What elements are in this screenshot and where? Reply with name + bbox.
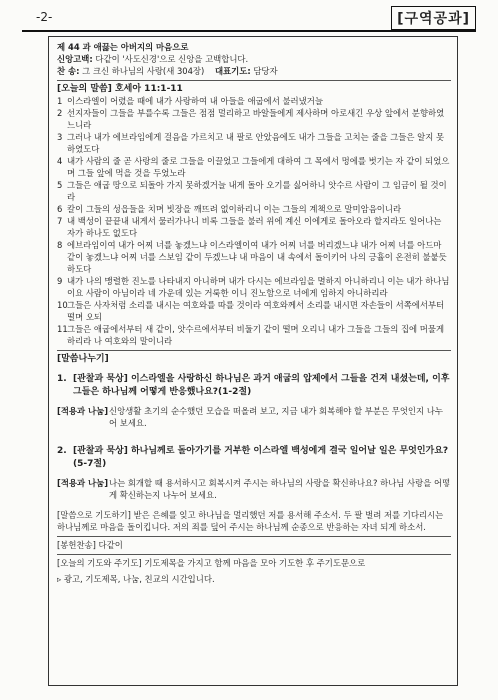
- verse-item: [57, 203, 451, 215]
- verse-number: 5: [57, 180, 63, 190]
- verse-item: [57, 323, 451, 347]
- question-2: [57, 445, 451, 471]
- prayer-label: 대표기도:: [214, 66, 251, 76]
- lesson-frame: [48, 36, 458, 686]
- verse-text: 그들은 애굽 땅으로 되돌아 가지 못하겠거늘 내게 돌아 오기를 싫어하니 앗수르 사람이 그 임금이 될 것이라: [67, 180, 447, 202]
- verse-number: 4: [57, 156, 63, 166]
- application-text: 나는 회개할 때 용서하시고 회복시켜 주시는 하나님의 사랑을 확신하나요? 하나님 사랑을 어떻게 확신하는지 나누어 보세요.: [109, 478, 451, 500]
- offering-hymn: [봉헌찬송] 다같이: [57, 540, 123, 550]
- prayer-text: 담당자: [253, 66, 278, 76]
- application-1: [57, 405, 451, 429]
- application-2: [57, 477, 451, 501]
- divider: [57, 554, 451, 555]
- verse-text: 내가 사람의 줄 곧 사랑의 줄로 그들을 이끌었고 그들에게 대하여 그 목에서 멍에를 벗기는 자 같이 되었으며 그들 앞에 먹을 것을 두었노라: [67, 156, 450, 178]
- verse-number: 8: [57, 240, 63, 250]
- page-number: -2-: [36, 10, 53, 24]
- creed-text: 다같이 '사도신경'으로 신앙을 고백합니다.: [95, 54, 249, 64]
- verse-number: 7: [57, 216, 63, 226]
- verse-text: 칼이 그들의 성읍들을 치며 빗장을 깨뜨려 없이하리니 이는 그들의 계책으로 말미암음이니라: [67, 204, 402, 214]
- verse-item: [57, 239, 451, 275]
- verse-text: 그들은 애굽에서부터 새 같이, 앗수르에서부터 비둘기 같이 떨며 오리니 내가 그들을 그들의 집에 머물게 하리라 나 여호와의 말이니라: [67, 324, 445, 346]
- announcement: ▹ 광고, 기도제목, 나눔, 친교의 시간입니다.: [57, 574, 215, 584]
- creed-label: 신앙고백:: [57, 54, 93, 64]
- hymn-text: 그 크신 하나님의 사랑(새 304장): [82, 66, 205, 76]
- verse-text: 에브라임이여 내가 어찌 너를 놓겠느냐 이스라엘이여 내가 어찌 너를 버리겠느냐 내가 어찌 너를 아드마 같이 놓겠느냐 어찌 너를 스보임 같이 두겠느냐 내 마음이 내 속에서 돌이키어 나의 긍휼이 온전히 불붙듯 하도다: [67, 240, 447, 274]
- verse-text: 내가 나의 맹렬한 진노를 나타내지 아니하며 내가 다시는 에브라임을 멸하지 아니하리니 이는 내가 하나님이요 사람이 아님이라 네 가운데 있는 거룩한 이니 진노함으로 너에게 임하지 아니하리라: [67, 276, 450, 298]
- verse-number: 11: [57, 324, 68, 334]
- closing-prayer: [말씀으로 기도하기] 받은 은혜를 잊고 하나님을 멀리했던 저를 용서해 주소서. 두 팔 벌려 저를 기다리시는 하나님께로 마음을 돌이킵니다. 저의 죄를 덮어 주시는 하나님께 순종으로 반응하는 자녀 되게 하소서.: [57, 510, 444, 532]
- verse-item: [57, 155, 451, 179]
- word-title: [오늘의 말씀] 호세아 11:1-11: [57, 84, 183, 94]
- verse-number: 2: [57, 108, 63, 118]
- verse-text: 선지자들이 그들을 부를수록 그들은 점점 멀리하고 바알들에게 제사하며 아로새긴 우상 앞에서 분향하였느니라: [67, 108, 445, 130]
- verse-number: 1: [57, 96, 63, 106]
- verse-item: [57, 275, 451, 299]
- verse-item: [57, 95, 451, 107]
- section-header-label: [구역공과]: [391, 6, 476, 30]
- verse-text: 그러나 내가 에브라임에게 걸음을 가르치고 내 팔로 안았음에도 내가 그들을 고치는 줄을 그들은 알지 못하였도다: [67, 132, 445, 154]
- verse-item: [57, 299, 451, 323]
- divider: [57, 536, 451, 537]
- verse-text: 이스라엘이 어렸을 때에 내가 사랑하여 내 아들을 애굽에서 불러냈거늘: [67, 96, 323, 106]
- application-label: [적용과 나눔]: [57, 406, 109, 416]
- verse-item: [57, 179, 451, 203]
- question-1: [57, 373, 451, 399]
- lords-prayer: [오늘의 기도와 주기도] 기도제목을 가지고 함께 마음을 모아 기도한 후 주기도문으로: [57, 558, 366, 568]
- verse-item: [57, 131, 451, 155]
- divider: [57, 350, 451, 351]
- application-label: [적용과 나눔]: [57, 478, 109, 488]
- verse-number: 10: [57, 300, 68, 310]
- verse-number: 3: [57, 132, 63, 142]
- question-text: [관찰과 묵상] 하나님께로 돌아가기를 거부한 이스라엘 백성에게 결국 일어날 일은 무엇인가요?(5-7절): [73, 446, 449, 469]
- lesson-title: 제 44 과 애끓는 아버지의 마음으로: [57, 42, 189, 52]
- header-rule: [22, 30, 476, 32]
- verse-item: [57, 215, 451, 239]
- application-text: 신앙생활 초기의 순수했던 모습을 떠올려 보고, 지금 내가 회복해야 할 부분은 무엇인지 나누어 보세요.: [109, 406, 443, 428]
- creed-line: [57, 53, 451, 65]
- verse-item: [57, 107, 451, 131]
- verse-number: 6: [57, 204, 63, 214]
- hymn-line: [57, 65, 451, 77]
- verse-number: 9: [57, 276, 63, 286]
- hymn-label: 찬 송:: [57, 66, 80, 76]
- verse-text: 그들은 사자처럼 소리를 내시는 여호와를 따를 것이라 여호와께서 소리를 내시면 자손들이 서쪽에서부터 떨며 오되: [67, 300, 445, 322]
- question-number: 1.: [57, 374, 67, 384]
- sharing-title: [말씀나누기]: [57, 354, 109, 364]
- verse-list: [57, 95, 451, 347]
- question-text: [관찰과 묵상] 이스라엘을 사랑하신 하나님은 과거 애굽의 압제에서 그들을 건져 내셨는데, 이후 그들은 하나님께 어떻게 반응했나요?(1-2절): [73, 374, 450, 397]
- divider: [57, 80, 451, 81]
- verse-text: 내 백성이 끝끝내 내게서 물러가나니 비록 그들을 불러 위에 계신 이에게로 돌아오라 할지라도 일어나는 자가 하나도 없도다: [67, 216, 442, 238]
- question-number: 2.: [57, 446, 67, 456]
